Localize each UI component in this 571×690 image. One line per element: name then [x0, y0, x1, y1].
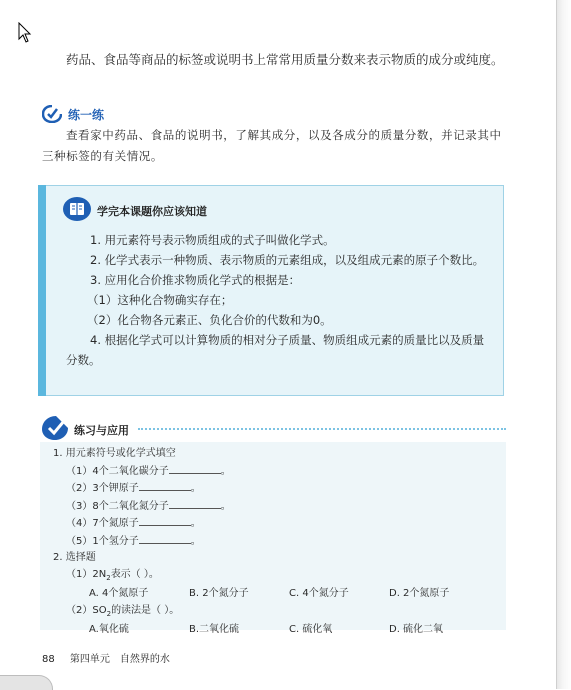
- option-d: D. 2个氮原子: [389, 588, 450, 599]
- item-text: （3）8个二氧化氮分子: [66, 500, 169, 512]
- practice-title: 练一练: [68, 107, 105, 122]
- question-2-1: [53, 567, 501, 587]
- dotted-divider: [138, 428, 506, 430]
- option-b: B. 2个氮分子: [189, 588, 249, 599]
- item-text: （5）1个氢分子: [66, 535, 139, 547]
- summary-item: 4. 根据化学式可以计算物质的相对分子质量、物质组成元素的质量比以及质量分数。: [66, 333, 485, 367]
- practice-text: 查看家中药品、食品的说明书，了解其成分，以及各成分的质量分数，并记录其中三种标签的有关情况。: [42, 128, 502, 163]
- summary-item: （2）化合物各元素正、负化合价的代数和为0。: [87, 313, 332, 327]
- formula-text: （1）2N: [66, 568, 107, 580]
- page-edge: [556, 0, 571, 689]
- exercise-header: [40, 414, 506, 442]
- practice-icon: [42, 105, 62, 123]
- period: 。: [190, 518, 201, 529]
- option-c: C. 4个氮分子: [289, 588, 349, 599]
- answer-blank: [169, 463, 221, 474]
- unit-title: 第四单元 自然界的水: [69, 654, 170, 665]
- question-1-item: [53, 515, 501, 533]
- answer-blank: [139, 480, 191, 491]
- option-b: B.二氧化硫: [189, 624, 240, 635]
- answer-blank: [169, 498, 221, 509]
- summary-accent-bar: [38, 185, 46, 396]
- answer-blank: [139, 515, 191, 526]
- formula-text: （2）SO: [66, 604, 107, 616]
- check-leaf-icon: [40, 414, 72, 442]
- summary-item: （1）这种化合物确实存在；: [87, 293, 233, 307]
- practice-header: [42, 104, 104, 124]
- summary-item: 2. 化学式表示一种物质、表示物质的元素组成，以及组成元素的原子个数比。: [90, 253, 485, 267]
- summary-title: 学完本课题你应该知道: [97, 205, 207, 218]
- question-1: 1. 用元素符号或化学式填空: [53, 448, 176, 459]
- page-number: 88: [42, 654, 55, 665]
- exercise-list: [53, 446, 501, 639]
- question-1-item: [53, 480, 501, 498]
- summary-item: 3. 应用化合价推求物质化学式的根据是：: [90, 273, 301, 287]
- option-d: D. 硫化二氧: [389, 624, 444, 635]
- summary-list: [66, 230, 494, 370]
- question-2-2: [53, 603, 501, 623]
- question-1-item: [53, 463, 501, 481]
- period: 。: [220, 465, 231, 477]
- question-1-item: [53, 498, 501, 516]
- question-text: 表示（ ）。: [110, 568, 159, 580]
- exercise-title: 练习与应用: [74, 424, 129, 437]
- option-a: A.氧化硫: [89, 624, 129, 635]
- subscript: 2: [106, 609, 112, 618]
- page-footer: [42, 650, 170, 665]
- item-text: （4）7个氮原子: [66, 518, 139, 529]
- question-1-item: [53, 533, 501, 551]
- item-text: （1）4个二氧化碳分子: [66, 465, 169, 477]
- period: 。: [190, 535, 201, 547]
- question-2: 2. 选择题: [53, 552, 96, 563]
- options-row: [53, 586, 501, 603]
- option-a: A. 4个氮原子: [89, 588, 149, 599]
- page-corner-curl[interactable]: [0, 675, 53, 690]
- answer-blank: [139, 533, 191, 544]
- item-text: （2）3个钾原子: [66, 483, 139, 494]
- options-row: [53, 622, 501, 639]
- option-c: C. 硫化氧: [289, 624, 333, 635]
- subscript: 2: [106, 573, 111, 582]
- summary-item: 1. 用元素符号表示物质组成的式子叫做化学式。: [90, 233, 335, 247]
- question-text: 的读法是（ ）。: [111, 604, 180, 616]
- period: 。: [220, 500, 231, 512]
- mouse-cursor-icon: [18, 22, 32, 44]
- period: 。: [190, 483, 201, 494]
- intro-paragraph: 药品、食品等商品的标签或说明书上常常用质量分数来表示物质的成分或纯度。: [66, 52, 504, 67]
- book-icon: [62, 196, 92, 222]
